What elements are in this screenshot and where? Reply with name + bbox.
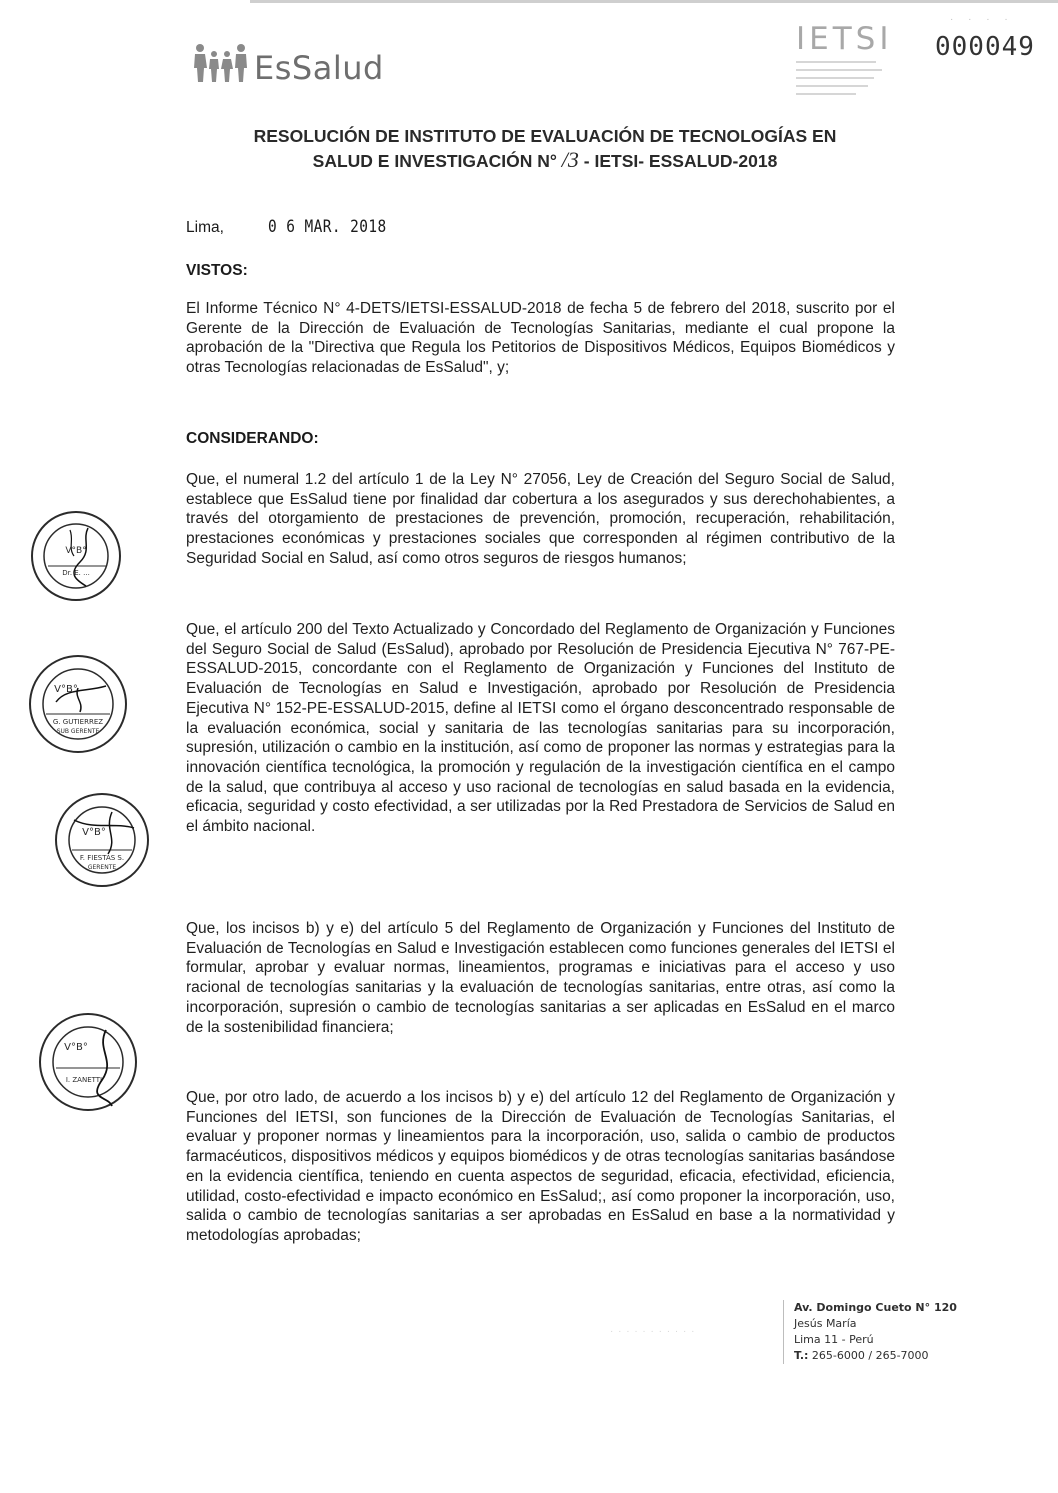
considerando-heading: CONSIDERANDO: xyxy=(186,430,319,447)
seal-stamp-3 xyxy=(52,790,152,890)
seal-1-label: V°B° xyxy=(65,546,87,556)
seal-3-role: GERENTE xyxy=(87,864,117,871)
seal-4-label: V°B° xyxy=(64,1042,88,1053)
ietsi-logo xyxy=(796,21,906,101)
address-street: Av. Domingo Cueto N° 120 xyxy=(794,1301,957,1314)
title-line-2-prefix: SALUD E INVESTIGACIÓN N° xyxy=(312,151,557,171)
seal-stamp-4 xyxy=(36,1010,140,1114)
considerando-paragraph-2: Que, el artículo 200 del Texto Actualizado y Concordado del Reglamento de Organización y Funciones del Seguro Social de Salud (EsSalud), aprobado por Resolución de Presidencia Ejecutiva N° 767-PE-ESSALUD-2015, concordante con el Reglamento de Organización y Funciones del Instituto de Evaluación de Tecnologías en Salud e Investigación, aprobado por Resolución de Presidencia Ejecutiva N° 152-PE-ESSALUD-2015, define al IETSI como el órgano desconcentrado responsable de la evaluación económica, social y sanitaria de las tecnologías sanitarias para su incorporación, supresión, utilización o cambio en la institución, así como de proponer las normas y estrategias para la innovación científica tecnológica, la promoción y regulación de la investigación científica en el campo de la salud, que contribuya al acceso y uso racional de tecnologías en salud basada en la evidencia, eficacia, seguridad y costo efectividad, a ser utilizadas por la Red Prestadora de Servicios de Salud en el ámbito nacional. xyxy=(186,621,895,836)
phone-numbers: 265-6000 / 265-7000 xyxy=(811,1349,929,1362)
family-figures-icon xyxy=(193,42,248,84)
resolution-title xyxy=(150,125,940,173)
essalud-logo xyxy=(193,42,384,87)
considerando-paragraph-3: Que, los incisos b) y e) del artículo 5 del Reglamento de Organización y Funciones del Instituto de Evaluación de Tecnologías en Salud e Investigación establecen como funciones generales del IETSI el formular, aprobar y evaluar normas, lineamientos, programas e iniciativas para el acceso y uso racional de tecnologías sanitarias y la evaluación de tecnologías sanitarias, entre otras, así como la incorporación, supresión o cambio de tecnologías sanitarias a ser aplicadas en EsSalud en el marco de la sostenibilidad financiera; xyxy=(186,920,895,1036)
vistos-heading: VISTOS: xyxy=(186,262,248,279)
faint-website-text: · · · · · · · · · · · xyxy=(610,1326,696,1337)
seal-stamp-2 xyxy=(26,652,130,756)
seal-2-label: V°B° xyxy=(54,684,78,695)
vistos-paragraph: El Informe Técnico N° 4-DETS/IETSI-ESSALUD-2018 de fecha 5 de febrero del 2018, suscrito por el Gerente de la Dirección de Evaluación de Tecnologías Sanitarias, mediante el cual propone la aprobación de la "Directiva que Regula los Petitorios de Dispositivos Médicos, Equipos Biomédicos y otras Tecnologías relacionadas de EsSalud", y; xyxy=(186,300,895,377)
scan-dots: · · · · xyxy=(950,14,1014,25)
ietsi-subtitle-lines xyxy=(796,61,906,95)
place-label: Lima, xyxy=(186,219,224,236)
folio-number: 000049 xyxy=(935,32,1035,62)
ietsi-text: IETSI xyxy=(796,21,893,57)
address-footer xyxy=(783,1300,957,1364)
seal-1-signature xyxy=(74,528,88,586)
address-phone-row xyxy=(794,1348,957,1364)
date-stamp: 0 6 MAR. 2018 xyxy=(268,217,387,237)
seal-2-name: G. GUTIERREZ xyxy=(52,718,104,726)
considerando-paragraph-4: Que, por otro lado, de acuerdo a los incisos b) y e) del artículo 12 del Reglamento de Organización y Funciones del IETSI, son funciones de la Dirección de Evaluación de Tecnologías Sanitarias, el evaluar y proponer normas y lineamientos para la incorporación, uso, salida o cambio de productos farmacéuticos, dispositivos médicos y equipos biomédicos y de otras tecnologías sanitarias basándose en la evidencia científica, teniendo en cuenta aspectos de seguridad, eficacia, efectividad, eficiencia, utilidad, costo-efectividad e impacto económico en EsSalud;, así como proponer la incorporación, uso, salida o cambio de tecnologías sanitarias a ser aprobadas en EsSalud en base a la normatividad y metodologías aprobadas; xyxy=(186,1089,895,1244)
address-district: Jesús María xyxy=(794,1317,857,1330)
seal-stamp-1 xyxy=(28,508,124,604)
seal-3-name: F. FIESTAS S. xyxy=(79,854,125,862)
phone-label: T.: xyxy=(794,1349,809,1362)
title-line-2-suffix: - IETSI- ESSALUD-2018 xyxy=(583,151,778,171)
seal-2-role: SUB GERENTE xyxy=(56,728,100,735)
scan-edge-line xyxy=(250,0,1058,3)
logo-text: EsSalud xyxy=(254,49,384,87)
seal-4-name: I. ZANETTI xyxy=(65,1076,103,1084)
considerando-paragraph-1: Que, el numeral 1.2 del artículo 1 de la Ley N° 27056, Ley de Creación del Seguro Social de Salud, establece que EsSalud tiene por finalidad dar cobertura a los asegurados y sus derechohabientes, a través del otorgamiento de prestaciones de prevención, promoción, recuperación, rehabilitación, prestaciones económicas y prestaciones sociales que corresponden al régimen contributivo de la Seguridad Social en Salud, así como otros seguros de riesgos humanos; xyxy=(186,471,895,567)
seal-1-name: Dr. E. ... xyxy=(62,569,90,577)
title-line-1: RESOLUCIÓN DE INSTITUTO DE EVALUACIÓN DE TECNOLOGÍAS EN xyxy=(253,126,837,146)
seal-3-label: V°B° xyxy=(82,827,106,838)
resolution-number: /3 xyxy=(561,147,579,172)
address-city: Lima 11 - Perú xyxy=(794,1333,874,1346)
